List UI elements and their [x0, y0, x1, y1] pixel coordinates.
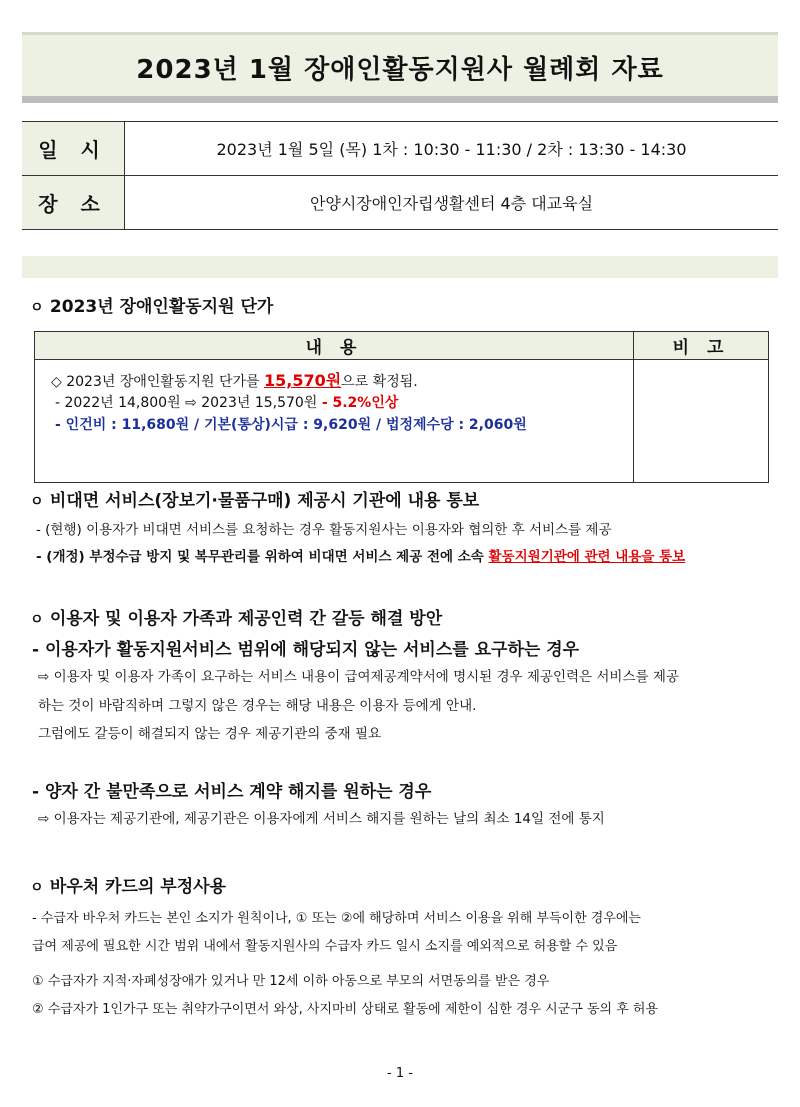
notify-highlight: 활동지원기관에 관련 내용을 통보	[488, 549, 686, 565]
section2-line-1: - (현행) 이용자가 비대면 서비스를 요청하는 경우 활동지원사는 이용자와 협의한 후 서비스를 제공	[36, 522, 612, 538]
section3-sub1: - 이용자가 활동지원서비스 범위에 해당되지 않는 서비스를 요구하는 경우	[32, 640, 580, 660]
section4-line-2: 급여 제공에 필요한 시간 범위 내에서 활동지원사의 수급자 카드 일시 소지를 예외적으로 허용할 수 있음	[32, 939, 618, 954]
section-divider-band	[22, 256, 778, 278]
info-table	[22, 121, 778, 230]
bullet-icon: ㅇ	[30, 300, 44, 316]
price-content-cell	[35, 360, 634, 483]
section2-line-2: - (개정) 부정수급 방지 및 복무관리를 위하여 비대면 서비스 제공 전에 소속 활동지원기관에 관련 내용을 통보	[36, 549, 686, 565]
price-line-3: - 인건비 : 11,680원 / 기본(통상)시급 : 9,620원 / 법정제수당 : 2,060원	[55, 417, 527, 433]
section1-heading-text: 2023년 장애인활동지원 단가	[49, 297, 274, 317]
bullet-icon: ㅇ	[30, 612, 44, 628]
section3-sub1-line-2: 하는 것이 바람직하며 그렇지 않은 경우는 해당 내용은 이용자 등에게 안내.	[38, 698, 477, 714]
section2-heading	[30, 486, 479, 511]
section4-item-1: ① 수급자가 지적·자폐성장애가 있거나 만 12세 이하 아동으로 부모의 서면동의를 받은 경우	[32, 974, 550, 989]
place-value: 안양시장애인자립생활센터 4층 대교육실	[125, 176, 779, 230]
date-label: 일 시	[22, 122, 125, 176]
section3-heading-text: 이용자 및 이용자 가족과 제공인력 간 갈등 해결 방안	[49, 609, 443, 629]
section4-heading	[30, 872, 226, 897]
title-box	[22, 32, 778, 97]
col-content-header: 내 용	[35, 332, 634, 360]
bullet-icon: ㅇ	[30, 880, 44, 896]
price-line-1: ◇ 2023년 장애인활동지원 단가를 15,570원으로 확정됨.	[51, 371, 418, 390]
bullet-icon: ㅇ	[30, 494, 44, 510]
price-line-2: - 2022년 14,800원 ⇨ 2023년 15,570원 - 5.2%인상	[55, 395, 399, 411]
place-label: 장 소	[22, 176, 125, 230]
page-number: - 1 -	[387, 1066, 413, 1081]
section4-heading-text: 바우처 카드의 부정사용	[49, 877, 226, 897]
section3-sub2: - 양자 간 불만족으로 서비스 계약 해지를 원하는 경우	[32, 782, 432, 802]
section3-sub1-line-1: ⇨ 이용자 및 이용자 가족이 요구하는 서비스 내용이 급여제공계약서에 명시된 경우 제공인력은 서비스를 제공	[38, 669, 679, 685]
section3-sub2-line-1: ⇨ 이용자는 제공기관에, 제공기관은 이용자에게 서비스 해지를 원하는 날의 최소 14일 전에 통지	[38, 811, 605, 827]
note-cell	[634, 360, 769, 483]
place-row	[22, 176, 778, 230]
increase-rate: - 5.2%인상	[321, 395, 399, 411]
section3-sub1-line-3: 그럼에도 갈등이 해결되지 않는 경우 제공기관의 중재 필요	[38, 726, 382, 742]
col-note-header: 비 고	[634, 332, 769, 360]
page-title: 2023년 1월 장애인활동지원사 월례회 자료	[136, 55, 664, 85]
price-table	[34, 331, 769, 483]
section4-item-2: ② 수급자가 1인가구 또는 취약가구이면서 와상, 사지마비 상태로 활동에 제한이 심한 경우 시군구 동의 후 허용	[32, 1002, 659, 1017]
date-row	[22, 122, 778, 176]
date-value: 2023년 1월 5일 (목) 1차 : 10:30 - 11:30 / 2차 : 13:30 - 14:30	[125, 122, 779, 176]
price-highlight: 15,570원	[263, 371, 342, 390]
section2-heading-text: 비대면 서비스(장보기·물품구매) 제공시 기관에 내용 통보	[49, 491, 480, 511]
section3-heading	[30, 604, 442, 629]
section1-heading	[30, 292, 273, 317]
section4-line-1: - 수급자 바우처 카드는 본인 소지가 원칙이나, ① 또는 ②에 해당하며 서비스 이용을 위해 부득이한 경우에는	[32, 911, 641, 926]
